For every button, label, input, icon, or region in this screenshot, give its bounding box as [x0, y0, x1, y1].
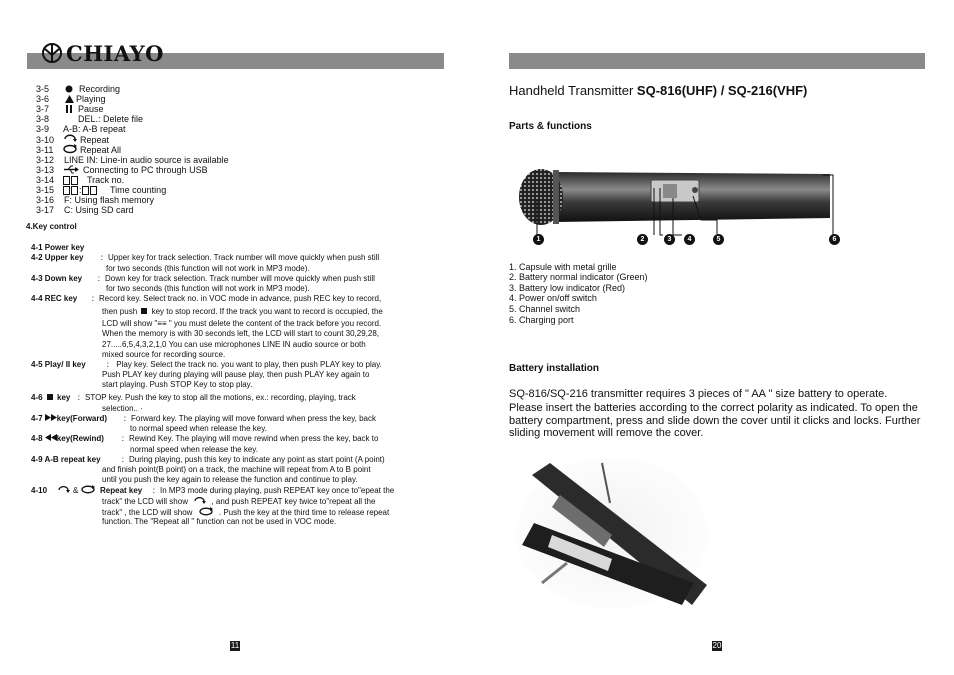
- list-item: 5. Channel switch: [509, 304, 581, 314]
- rec-key-desc-3: LCD will show "≡≡ " you must delete the content of the track before you record.: [102, 319, 382, 328]
- record-icon: [65, 85, 73, 95]
- list-item: 2. Battery normal indicator (Green): [509, 272, 648, 282]
- title-model: SQ-816(UHF) / SQ-216(VHF): [636, 83, 808, 98]
- stop-key-label: [31, 393, 70, 403]
- chiayo-logo-icon: [41, 42, 63, 64]
- down-key-desc-2: for two seconds (this function will not work in MP3 mode).: [106, 284, 310, 293]
- rec-key-desc-4: When the memory is with 30 seconds left, the LCD will start to count 30,29,28,: [102, 329, 380, 338]
- rec-key-desc: ：Record key. Select track no. in VOC mode in advance, push REC key to record,: [91, 294, 382, 303]
- upper-key-label: 4-2 Upper key: [31, 253, 84, 262]
- repeat-icon: [57, 485, 70, 496]
- repeat-key-desc-2a: track" the LCD will show: [102, 497, 188, 507]
- title-plain: Handheld Transmitter: [509, 83, 637, 98]
- list-item: [36, 145, 122, 155]
- lcd-time-icon: :: [63, 185, 98, 195]
- item-number: 3-6: [36, 94, 50, 104]
- list-item: 1. Capsule with metal grille: [509, 262, 617, 272]
- item-number: 3-16: [36, 195, 55, 205]
- list-item: [36, 155, 229, 165]
- play-key-label: 4-5 Play/ II key: [31, 360, 86, 369]
- battery-text-4: sliding movement will remove the cover.: [509, 427, 704, 439]
- repeat-key-desc-3b: . Push the key at the third time to release repeat: [218, 508, 390, 518]
- item-number: 3-5: [36, 84, 50, 94]
- repeat-key-desc-4: function. The "Repeat all " function can not be used in VOC mode.: [102, 517, 337, 526]
- item-number: 3-8: [36, 114, 50, 124]
- item-number: 3-7: [36, 104, 50, 114]
- stop-key-num: 4-6: [31, 393, 43, 402]
- ab-repeat-key-desc: ：During playing, push this key to indicate any point as start point (A point): [121, 455, 385, 464]
- upper-key-desc: ：Upper key for track selection. Track number will move quickly when push still: [100, 253, 380, 262]
- battery-compartment-photo: [512, 455, 712, 610]
- power-key-label: 4-1 Power key: [31, 243, 85, 252]
- list-item: [36, 94, 106, 104]
- rec-key-desc-6: mixed source for recording source.: [102, 350, 226, 359]
- callout-6: 6: [829, 234, 840, 245]
- item-label: LINE IN: Line-in audio source is available: [64, 155, 229, 165]
- item-label: A-B: A-B repeat: [63, 124, 126, 134]
- item-label: Repeat: [80, 135, 110, 145]
- list-item: [36, 175, 125, 185]
- forward-key-num: 4-7: [31, 414, 43, 424]
- callout-2: 2: [637, 234, 648, 245]
- lcd-digits-icon: [63, 175, 79, 185]
- rec-key-desc-2: [102, 307, 383, 317]
- battery-text-3: battery compartment, press and slide down the cover until it clicks and locks. Further: [509, 415, 921, 427]
- list-item: 4. Power on/off switch: [509, 293, 597, 303]
- list-item: [36, 124, 126, 134]
- stop-square-icon: [141, 308, 147, 314]
- item-number: 3-9: [36, 124, 50, 134]
- parts-heading: Parts & functions: [509, 121, 592, 132]
- rec-key-desc-5: 27.....6,5,4,3,2,1,0 You can use microphones LINE IN audio source or both: [102, 340, 366, 349]
- repeat-key-label: Repeat key: [100, 486, 143, 495]
- list-item: 3. Battery low indicator (Red): [509, 283, 626, 293]
- rewind-icon: [45, 434, 57, 444]
- rewind-key-num: 4-8: [31, 434, 43, 444]
- right-header-bar: [509, 53, 925, 69]
- item-number: 3-11: [36, 145, 54, 155]
- upper-key-desc-2: for two seconds (this function will not work in MP3 mode).: [106, 264, 310, 273]
- down-key-desc: ：Down key for track selection. Track number will move quickly when push still: [97, 274, 375, 283]
- callout-3: 3: [664, 234, 675, 245]
- battery-heading: Battery installation: [509, 363, 600, 374]
- repeat-all-icon: [80, 485, 96, 496]
- callout-5: 5: [713, 234, 724, 245]
- list-item: [36, 104, 104, 114]
- item-label: Playing: [76, 94, 106, 104]
- list-item: [36, 185, 167, 195]
- play-key-desc-2: Push PLAY key during playing will pause play, then push PLAY key again to: [102, 370, 370, 379]
- page-title: [509, 83, 807, 98]
- chiayo-logo: [41, 40, 164, 66]
- list-item: [36, 205, 134, 215]
- logo-text: CHIAYO: [66, 40, 164, 66]
- list-item: [36, 114, 144, 124]
- down-key-label: 4-3 Down key: [31, 274, 83, 283]
- left-page-number: 11: [230, 641, 240, 650]
- callout-4: 4: [684, 234, 695, 245]
- list-item: [36, 84, 121, 94]
- play-triangle-icon: [65, 95, 74, 105]
- rewind-key-desc-2: normal speed when release the key.: [130, 445, 258, 454]
- item-number: 3-13: [36, 165, 55, 175]
- stop-key-desc: ：STOP key. Push the key to stop all the motions, ex.: recording, playing, track: [77, 393, 356, 402]
- repeat-key-desc: ：In MP3 mode during playing, push REPEAT key once to"epeat the: [152, 486, 395, 495]
- battery-text-2: Please insert the batteries according to the correct polarity as indicated. To open the: [509, 402, 918, 414]
- stop-key-desc-2: selection.. ·: [102, 404, 143, 413]
- rec-key-desc-2b: key to stop record. If the track you want to record is occupied, the: [151, 307, 383, 316]
- list-item: 6. Charging port: [509, 315, 574, 325]
- repeat-key-amp: &: [73, 486, 79, 495]
- play-key-desc: ： Play key. Select the track no. you want to play, then push PLAY key to play.: [106, 360, 382, 369]
- pause-icon: [66, 105, 72, 115]
- item-label: Connecting to PC through USB: [83, 165, 208, 175]
- list-item: [36, 135, 110, 145]
- item-label: Repeat All: [80, 145, 122, 155]
- right-page-number: 20: [712, 641, 722, 650]
- repeat-key-desc-2b: , and push REPEAT key twice to"repeat all the: [211, 497, 376, 507]
- item-label: F: Using flash memory: [64, 195, 155, 205]
- battery-text-1: SQ-816/SQ-216 transmitter requires 3 pieces of " AA " size battery to operate.: [509, 388, 888, 400]
- microphone-illustration: [515, 160, 845, 260]
- fast-forward-icon: [45, 414, 57, 424]
- repeat-key-num: 4-10: [31, 486, 48, 495]
- item-number: 3-12: [36, 155, 55, 165]
- forward-key-word: key(Forward): [56, 414, 108, 424]
- rec-key-label: 4-4 REC key: [31, 294, 78, 303]
- ab-repeat-key-label: 4-9 A-B repeat key: [31, 455, 101, 464]
- item-number: 3-10: [36, 135, 55, 145]
- item-number: 3-15: [36, 185, 55, 195]
- callout-1: 1: [533, 234, 544, 245]
- stop-key-word: key: [57, 393, 71, 402]
- ab-repeat-key-desc-2: and finish point(B point) on a track, the machine will repeat from A to B point: [102, 465, 371, 474]
- rewind-key-label: [31, 434, 104, 444]
- list-item: [36, 195, 155, 205]
- rec-key-desc-2a: then push: [102, 307, 138, 316]
- item-label: Pause: [78, 104, 104, 114]
- item-number: 3-17: [36, 205, 55, 215]
- forward-key-desc-2: to normal speed when release the key.: [130, 424, 267, 433]
- list-item: [36, 165, 208, 175]
- forward-key-label: [31, 414, 107, 424]
- item-label: C: Using SD card: [64, 205, 134, 215]
- item-label: DEL.: Delete file: [78, 114, 144, 124]
- forward-key-desc: ：Forward key. The playing will move forward when press the key, back: [123, 414, 376, 423]
- item-label: Time counting: [110, 185, 167, 195]
- item-label: Recording: [79, 84, 121, 94]
- stop-square-icon: [47, 394, 53, 400]
- repeat-key-desc-3a: track" , the LCD will show: [102, 508, 193, 518]
- rewind-key-desc: ：Rewind Key. The playing will move rewind when press the key, back to: [121, 434, 379, 443]
- ab-repeat-key-desc-3: until you push the key again to release the function and continue to play.: [102, 475, 358, 484]
- play-key-desc-3: start playing. Push STOP Key to stop play.: [102, 380, 253, 389]
- item-label: Track no.: [87, 175, 125, 185]
- key-control-heading: 4.Key control: [26, 222, 77, 231]
- item-number: 3-14: [36, 175, 55, 185]
- rewind-key-word: key(Rewind): [56, 434, 104, 444]
